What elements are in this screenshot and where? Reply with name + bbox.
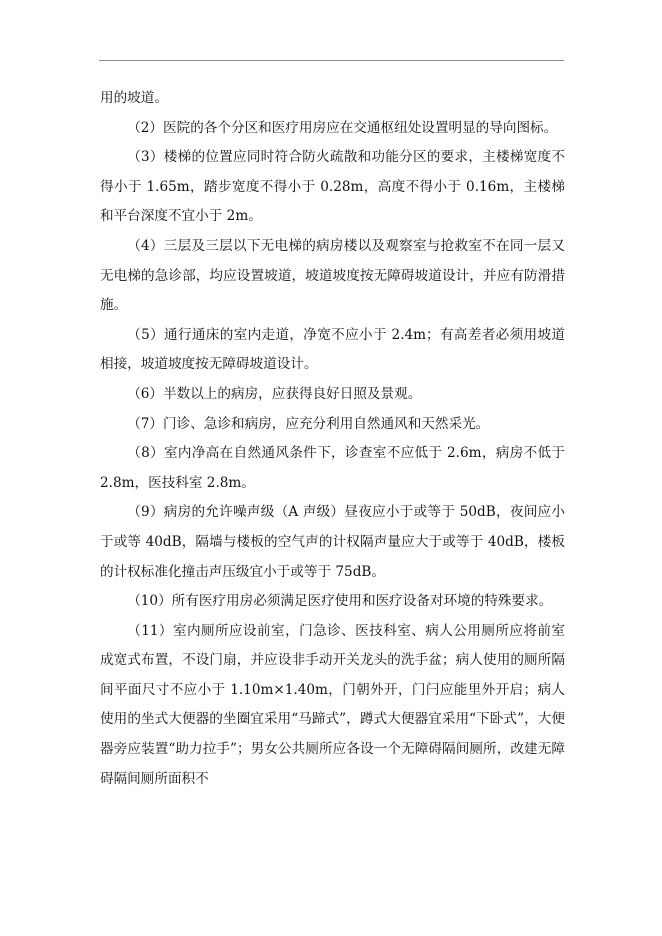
paragraph-continuation: 用的坡道。 [100,90,168,106]
paragraph-item-10: （10）所有医疗用房必须满足医疗使用和医疗设备对环境的特殊要求。 [127,593,553,610]
header-rule [99,60,564,61]
paragraph-item-5: （5）通行通床的室内走道，净宽不应小于 2.4m；有高差者必须用坡道相接，坡道坡度按无障碍坡道设计。 [100,326,565,373]
document-body [100,84,565,794]
paragraph-item-9: （9）病房的允许噪声级（A 声级）昼夜应小于或等于 50dB，夜间应小于或等 40dB，隔墙与楼板的空气声的计权隔声量应大于或等于 40dB，楼板的计权标准化撞击声压级宜小于或等于 75dB。 [100,504,565,580]
paragraph-item-3: （3）楼梯的位置应同时符合防火疏散和功能分区的要求，主楼梯宽度不得小于 1.65m，踏步宽度不得小于 0.28m，高度不得小于 0.16m，主楼梯和平台深度不宜小于 2m。 [100,149,565,225]
paragraph-item-6: （6）半数以上的病房，应获得良好日照及景观。 [127,385,422,402]
paragraph-item-4: （4）三层及三层以下无电梯的病房楼以及观察室与抢救室不在同一层又无电梯的急诊部，均应设置坡道，坡道坡度按无障碍坡道设计，并应有防滑措施。 [100,237,565,314]
paragraph-item-2: （2）医院的各个分区和医疗用房应在交通枢纽处设置明显的导向图标。 [127,119,558,136]
paragraph-item-11: （11）室内厕所应设前室，门急诊、医技科室、病人公用厕所应将前室成宽式布置，不设门扇，并应设非手动开关龙头的洗手盆；病人使用的厕所隔间平面尺寸不应小于 1.10m×1.40m，门朝外开，门闩应能里外开启；病人使用的坐式大便器的坐圈宜采用“马蹄式”，蹲式大便器宜采用“下卧式”，大便器旁应装置“助力拉手”；男女公共厕所应各设一个无障碍隔间厕所，改建无障碍隔间厕所面积不 [100,622,565,787]
paragraph-item-7: （7）门诊、急诊和病房，应充分利用自然通风和天然采光。 [127,415,490,432]
paragraph-item-8: （8）室内净高在自然通风条件下，诊查室不应低于 2.6m，病房不低于 2.8m，医技科室 2.8m。 [100,445,565,491]
